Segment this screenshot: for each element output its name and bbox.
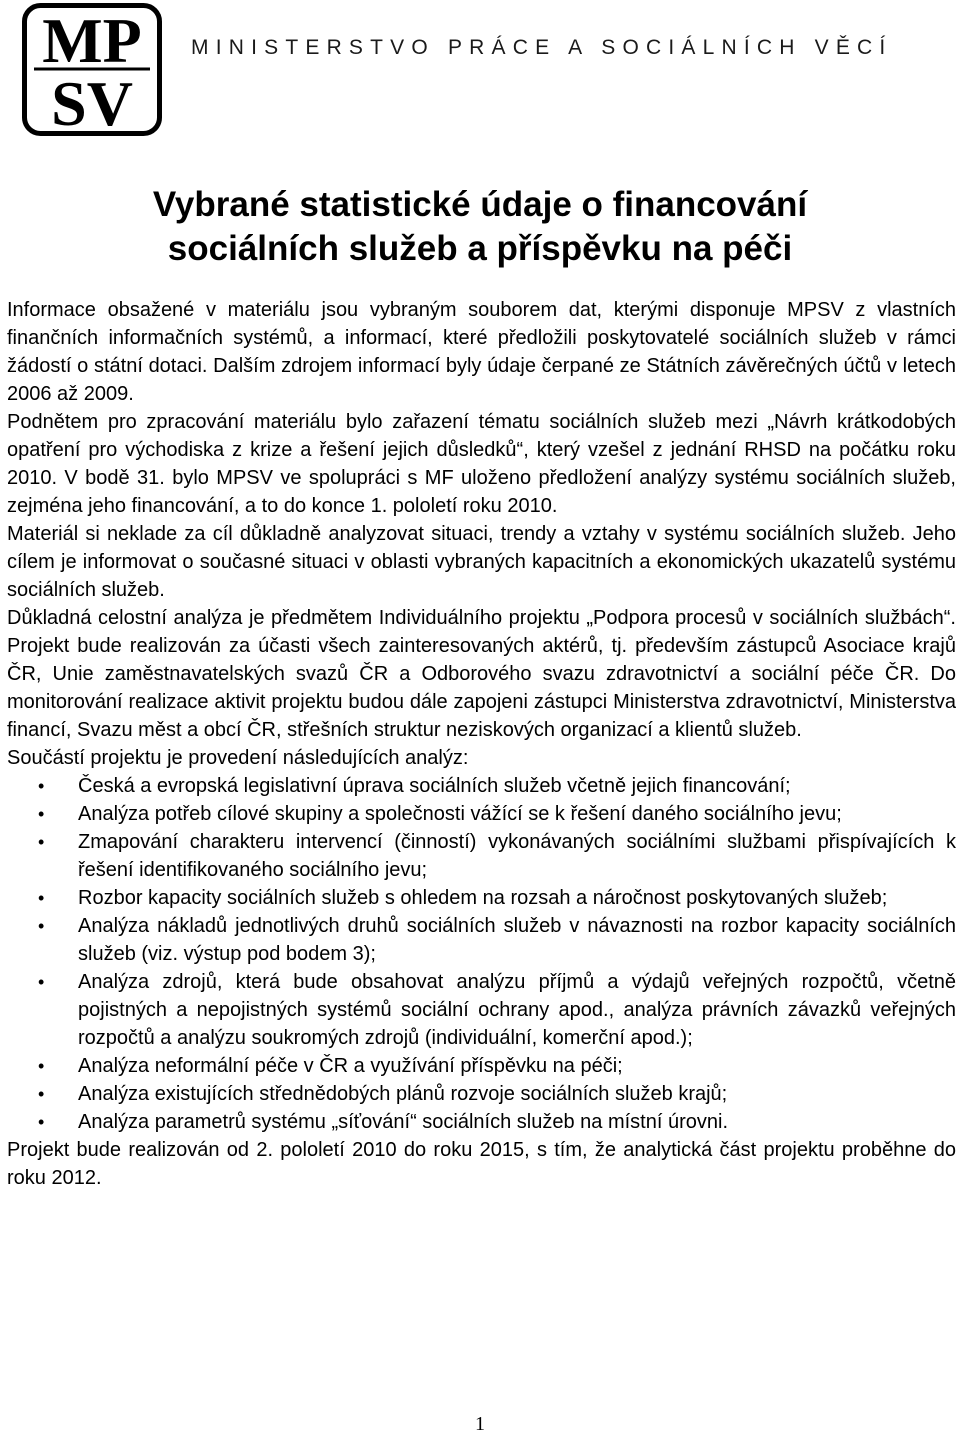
paragraph-aim: Materiál si neklade za cíl důkladně analyzovat situaci, trendy a vztahy v systému sociálních služeb. Jeho cílem je informovat o současné situaci v oblasti vybraných kapacitních a ekonomických ukazatelů systému sociálních služeb. [7, 523, 956, 601]
list-item-text: Česká a evropská legislativní úprava sociálních služeb včetně jejich financování; [78, 775, 791, 797]
list-item [7, 912, 956, 968]
bullet-icon: • [38, 972, 45, 992]
logo-text-sv: SV [51, 68, 133, 136]
mpsv-logo [22, 3, 162, 136]
paragraph-intro: Informace obsažené v materiálu jsou vybraným souborem dat, kterými disponuje MPSV z vlastních finančních informačních systémů, a informací, které předložili poskytovatelé sociálních služeb v rámci žádostí o státní dotaci. Dalším zdrojem informací byly údaje čerpané ze Státních závěrečných účtů v letech 2006 až 2009. [7, 299, 956, 405]
paragraph-list-intro: Součástí projektu je provedení následujících analýz: [7, 747, 469, 769]
list-item-text: Analýza potřeb cílové skupiny a společnosti vážící se k řešení daného sociálního jevu; [78, 803, 842, 825]
list-item [7, 884, 956, 912]
bullet-icon: • [38, 916, 45, 936]
list-item-text: Zmapování charakteru intervencí (činností) vykonávaných sociálními službami přispívajících k řešení identifikovaného sociálního jevu; [78, 831, 956, 881]
list-item [7, 1108, 956, 1136]
list-item-text: Analýza existujících střednědobých plánů rozvoje sociálních služeb krajů; [78, 1083, 728, 1105]
bullet-icon: • [38, 1084, 45, 1104]
document-title [0, 183, 960, 271]
page-number: 1 [475, 1413, 485, 1435]
document-title-line-2: sociálních služeb a příspěvku na péči [167, 229, 793, 268]
list-item-text: Analýza neformální péče v ČR a využívání příspěvku na péči; [78, 1055, 623, 1077]
list-item-text: Analýza parametrů systému „síťování“ sociálních služeb na místní úrovni. [78, 1111, 728, 1133]
list-item [7, 1052, 956, 1080]
list-item [7, 968, 956, 1052]
list-item [7, 772, 956, 800]
bullet-icon: • [38, 776, 45, 796]
paragraph-impulse: Podnětem pro zpracování materiálu bylo zařazení tématu sociálních služeb mezi „Návrh krátkodobých opatření pro východiska z krize a řešení jejich důsledků“, který vzešel z jednání RHSD na počátku roku 2010. V bodě 31. bylo MPSV ve spolupráci s MF uloženo předložení analýzy systému sociálních služeb, zejména jeho financování, a to do konce 1. pololetí roku 2010. [7, 411, 956, 517]
list-item [7, 828, 956, 884]
list-item-text: Rozbor kapacity sociálních služeb s ohledem na rozsah a náročnost poskytovaných služeb; [78, 887, 888, 909]
bullet-icon: • [38, 888, 45, 908]
paragraph-project: Důkladná celostní analýza je předmětem Individuálního projektu „Podpora procesů v sociálních službách“. Projekt bude realizován za účasti všech zainteresovaných aktérů, tj. především zástupců Asociace krajů ČR, Unie zaměstnavatelských svazů ČR a Odborového svazu zdravotnictví a sociální péče ČR. Do monitorování realizace aktivit projektu budou dále zapojeni zástupci Ministerstva zdravotnictví, Ministerstva financí, Svazu měst a obcí ČR, střešních struktur neziskových organizací a klientů služeb. [7, 607, 956, 741]
document-body [7, 296, 956, 1192]
document-title-line-1: Vybrané statistické údaje o financování [152, 185, 808, 224]
list-item [7, 1080, 956, 1108]
list-item-text: Analýza zdrojů, která bude obsahovat analýzu příjmů a výdajů veřejných rozpočtů, včetně pojistných a nepojistných systémů sociální ochrany apod., analýza právních závazků veřejných rozpočtů a analýzu soukromých zdrojů (individuální, komerční apod.); [78, 971, 956, 1049]
paragraph-closing: Projekt bude realizován od 2. pololetí 2010 do roku 2015, s tím, že analytická část projektu proběhne do roku 2012. [7, 1139, 956, 1189]
list-item-text: Analýza nákladů jednotlivých druhů sociálních služeb v návaznosti na rozbor kapacity sociálních služeb (viz. výstup pod bodem 3); [78, 915, 956, 965]
bullet-icon: • [38, 832, 45, 852]
bullet-icon: • [38, 1112, 45, 1132]
logo-text-mp: MP [42, 5, 142, 76]
bullet-icon: • [38, 804, 45, 824]
bullet-icon: • [38, 1056, 45, 1076]
analyses-list [7, 772, 956, 1136]
list-item [7, 800, 956, 828]
ministry-name: MINISTERSTVO PRÁCE A SOCIÁLNÍCH VĚCÍ [191, 36, 893, 59]
